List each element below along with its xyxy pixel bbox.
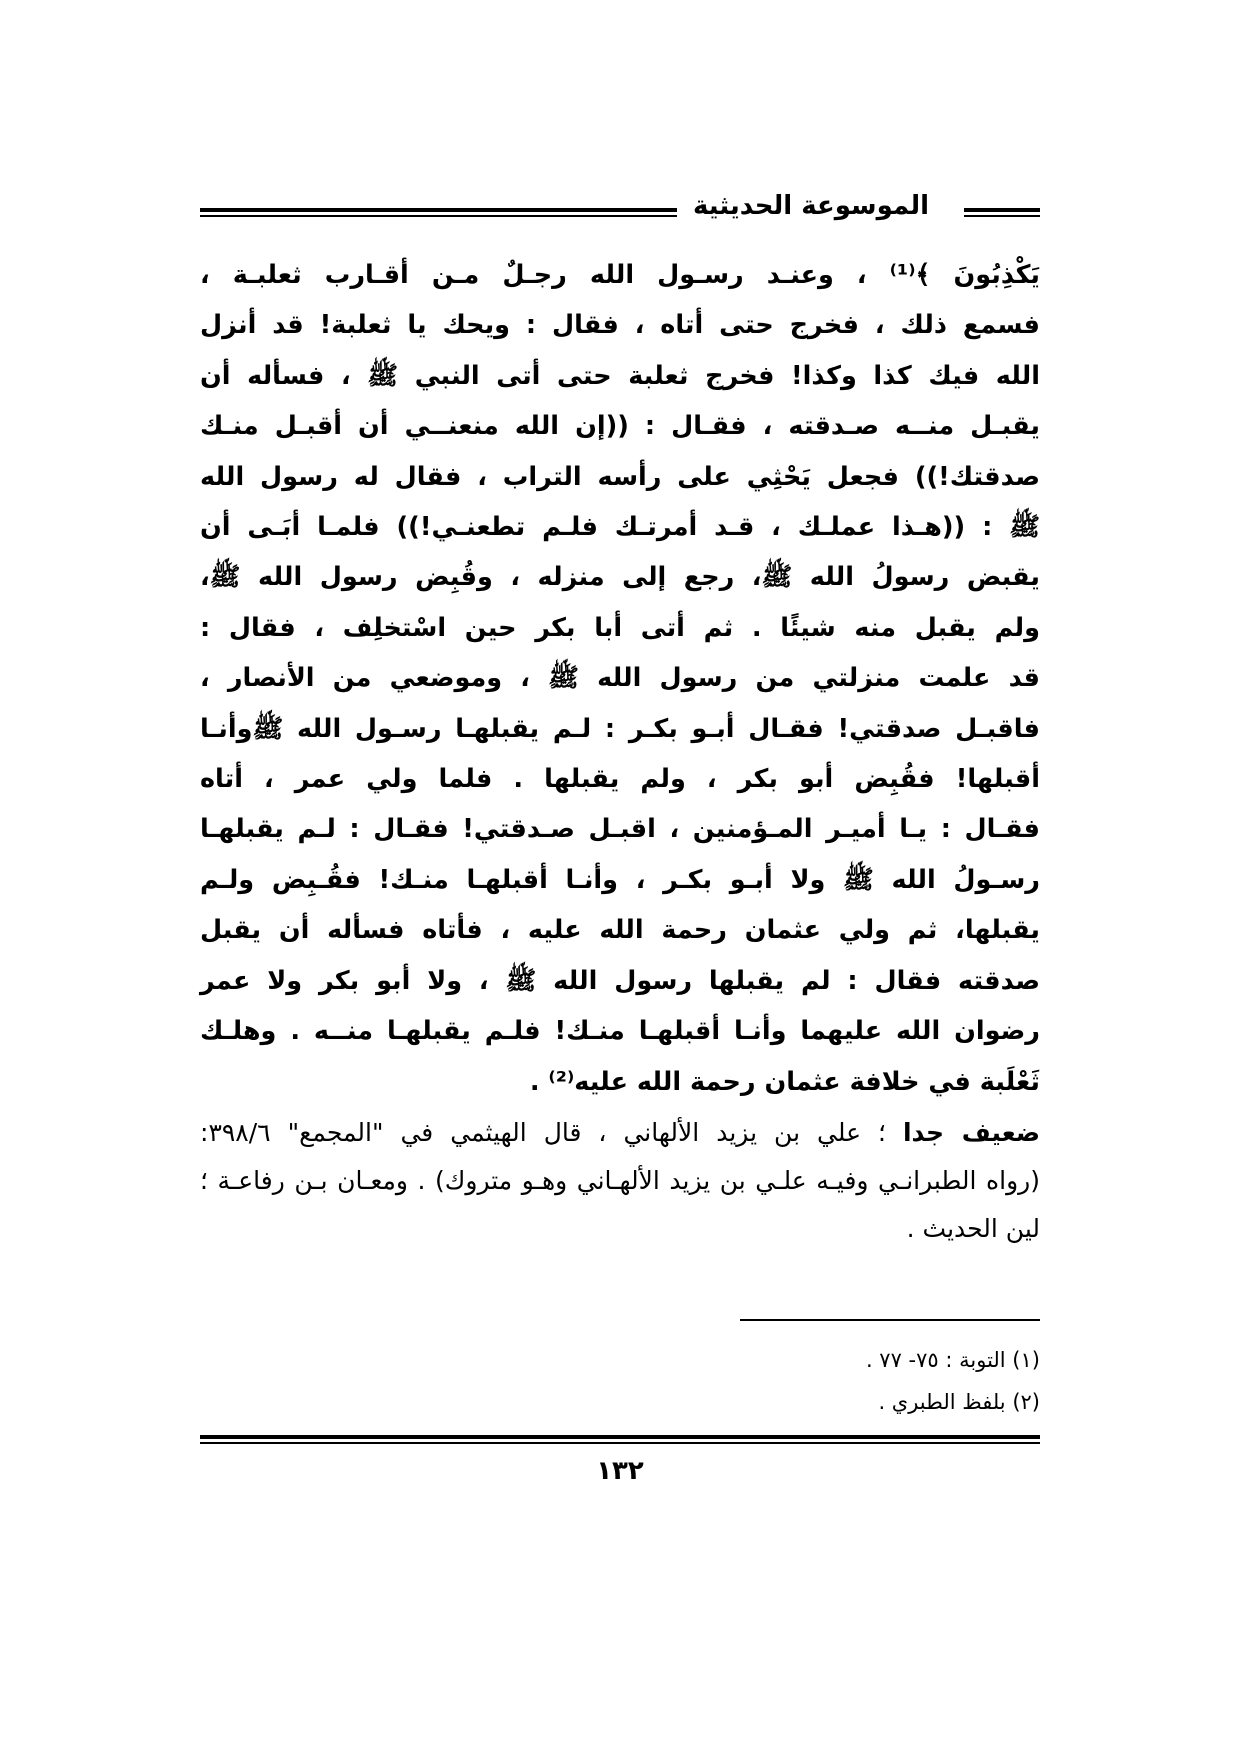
text-line: يقبلها، ثم ولي عثمان رحمة الله عليه ، فأتاه فسأله أن يقبل	[200, 915, 1040, 946]
text-line: صدقته فقال : لم يقبلها رسول الله ﷺ ، ولا أبو بكر ولا عمر	[200, 965, 1040, 996]
commentary-line: لين الحديث .	[906, 1213, 1040, 1243]
hadith-text	[200, 250, 1040, 1107]
commentary-line: (رواه الطبرانـي وفيـه علـي بن يزيد الألهـاني وهـو متروك) . ومعـان بـن رفاعـة ؛	[200, 1165, 1040, 1195]
footnote: (٢) بلفظ الطبري .	[878, 1389, 1040, 1414]
text-line: فاقبـل صدقتي! فقـال أبـو بكـر : لـم يقبلهـا رسـول الله ﷺوأنـا	[200, 713, 1040, 744]
text-line: الله فيك كذا وكذا! فخرج ثعلبة حتى أتى النبي ﷺ ، فسأله أن	[200, 360, 1040, 391]
header-rule-right	[964, 208, 1040, 217]
text-line: يقبـل منــه صـدقته ، فقـال : ((إن الله منعنــي أن أقبـل منـك	[200, 411, 1040, 442]
footnotes	[200, 1339, 1040, 1423]
text-line: ولم يقبل منه شيئًا . ثم أتى أبا بكر حين اسْتخلِف ، فقال :	[200, 612, 1040, 643]
text-line: ثَعْلَبة في خلافة عثمان رحمة الله عليه⁽²⁾ .	[529, 1066, 1040, 1097]
text-line: صدقتك!)) فجعل يَحْثِي على رأسه التراب ، فقال له رسول الله	[200, 461, 1040, 492]
commentary-line	[200, 1109, 1040, 1157]
footer-rule	[200, 1435, 1040, 1444]
text-line: ﷺ : ((هـذا عملـك ، قـد أمرتـك فلـم تطعنـي!)) فلمـا أبَـى أن	[200, 512, 1040, 543]
page-number: ١٣٢	[596, 1455, 644, 1486]
text-line: رضوان الله عليهما وأنـا أقبلهـا منـك! فلـم يقبلهـا منــه . وهلـك	[200, 1016, 1040, 1047]
commentary	[200, 1109, 1040, 1253]
header-rule-left	[200, 208, 748, 217]
text-line: فسمع ذلك ، فخرج حتى أتاه ، فقال : ويحك يا ثعلبة! قد أنزل	[200, 310, 1040, 341]
commentary-text: ؛ علي بن يزيد الألهاني ، قال الهيثمي في "المجمع" ٣٩٨/٦:	[200, 1117, 903, 1147]
book-page	[200, 188, 1040, 1708]
text-line: فقـال : يـا أميـر المـؤمنين ، اقبـل صـدقتي! فقـال : لـم يقبلهـا	[200, 814, 1040, 845]
text-line: رسـولُ الله ﷺ ولا أبـو بكـر ، وأنـا أقبلهـا منـك! فقُـبِض ولـم	[200, 864, 1040, 895]
text-line: أقبلها! فقُبِض أبو بكر ، ولم يقبلها . فلما ولي عمر ، أتاه	[200, 764, 1040, 795]
text-line: يَكْذِبُونَ ﴾⁽¹⁾ ، وعنـد رسـول الله رجـلٌ مـن أقـارب ثعلبـة ،	[200, 260, 1040, 290]
grade-label: ضعيف جدا	[902, 1117, 1041, 1147]
footnote-divider	[740, 1319, 1040, 1321]
running-header	[200, 188, 1040, 244]
text-line: قد علمت منزلتي من رسول الله ﷺ ، وموضعي من الأنصار ،	[200, 663, 1040, 694]
text-line: يقبض رسولُ الله ﷺ، رجع إلى منزله ، وقُبِض رسول الله ﷺ،	[200, 562, 1040, 593]
footnote: (١) التوبة : ٧٥- ٧٧ .	[865, 1347, 1040, 1372]
book-title: الموسوعة الحديثية	[677, 188, 945, 224]
